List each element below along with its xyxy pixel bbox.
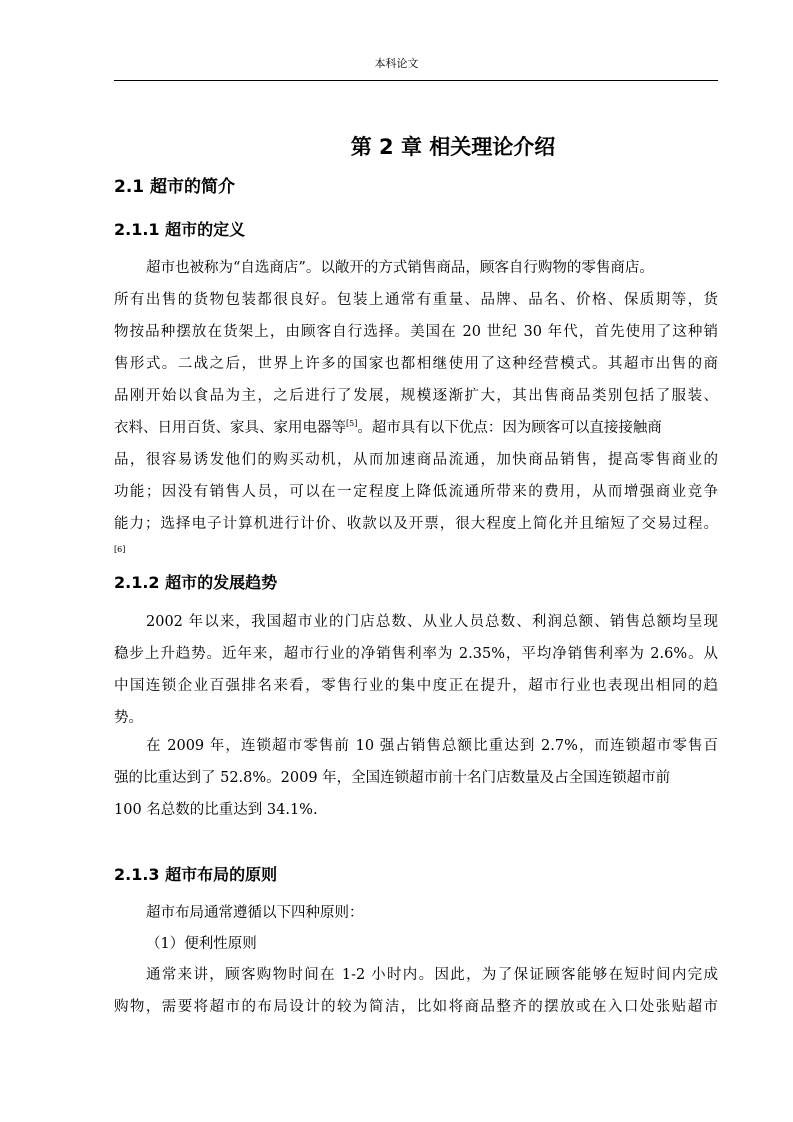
chapter-title: 第 2 章 相关理论介绍 <box>350 135 556 159</box>
text-line: 所有出售的货物包装都很良好。包装上通常有重量、品牌、品名、价格、保质期等，货 <box>114 292 718 308</box>
text-line: 在 2009 年，连锁超市零售前 10 强占销售总额比重达到 2.7%，而连锁超市零售百 <box>146 738 718 754</box>
text-line: 物按品种摆放在货架上，由顾客自行选择。美国在 20 世纪 30 年代，首先使用了这种销 <box>114 324 718 340</box>
section-heading-2-1-1: 2.1.1 超市的定义 <box>114 220 246 239</box>
text-line: 通常来讲，顾客购物时间在 1-2 小时内。因此，为了保证顾客能够在短时间内完成 <box>146 967 718 983</box>
text-line: 稳步上升趋势。近年来，超市行业的净销售利率为 2.35%，平均净销售利率为 2.6%。从 <box>114 646 718 662</box>
paragraph-development-trend-2 <box>114 730 718 826</box>
header-rule <box>114 80 718 81</box>
citation-5: [5] <box>346 419 358 428</box>
section-heading-2-1-2: 2.1.2 超市的发展趋势 <box>114 573 278 592</box>
text-line: 势。 <box>114 710 143 726</box>
text-line: 能力；选择电子计算机进行计价、收款以及开票，很大程度上简化并且缩短了交易过程。 <box>114 516 718 532</box>
running-header: 本科论文 <box>374 57 419 70</box>
text-segment: 。超市具有以下优点：因为顾客可以直接接触商 <box>357 420 662 436</box>
text-line: 功能；因没有销售人员，可以在一定程度上降低流通所带来的费用，从而增强商业竞争 <box>114 484 718 500</box>
text-line: 购物，需要将超市的布局设计的较为简洁，比如将商品整齐的摆放或在入口处张贴超市 <box>114 999 718 1015</box>
paragraph-supermarket-definition <box>114 252 718 560</box>
section-heading-2-1-3: 2.1.3 超市布局的原则 <box>114 865 278 884</box>
text-line: 强的比重达到了 52.8%。2009 年，全国连锁超市前十名门店数量及占全国连锁超市前 <box>114 770 671 786</box>
text-line: 品刚开始以食品为主，之后进行了发展，规模逐渐扩大，其出售商品类别包括了服装、 <box>114 388 718 404</box>
layout-principles-intro: 超市布局通常遵循以下四种原则： <box>146 905 364 921</box>
text-line: 100 名总数的比重达到 34.1%. <box>114 802 318 818</box>
paragraph-convenience-principle <box>114 959 718 1023</box>
principle-item-1: （1）便利性原则 <box>146 936 257 952</box>
text-line: 品，很容易诱发他们的购买动机，从而加速商品流通，加快商品销售，提高零售商业的 <box>114 452 718 468</box>
text-segment: 衣料、日用百货、家具、家用电器等 <box>114 420 346 436</box>
text-line: 售形式。二战之后，世界上许多的国家也都相继使用了这种经营模式。其超市出售的商 <box>114 356 718 372</box>
text-line: 超市也被称为“自选商店”。以敞开的方式销售商品，顾客自行购物的零售商店。 <box>146 260 654 276</box>
text-line: 中国连锁企业百强排名来看，零售行业的集中度正在提升，超市行业也表现出相同的趋 <box>114 678 718 694</box>
paragraph-development-trend-1 <box>114 606 718 734</box>
citation-6: [6] <box>114 545 126 554</box>
text-line-with-citation <box>114 412 718 444</box>
section-heading-2-1: 2.1 超市的简介 <box>114 177 236 197</box>
text-line: 2002 年以来，我国超市业的门店总数、从业人员总数、利润总额、销售总额均呈现 <box>146 614 718 630</box>
